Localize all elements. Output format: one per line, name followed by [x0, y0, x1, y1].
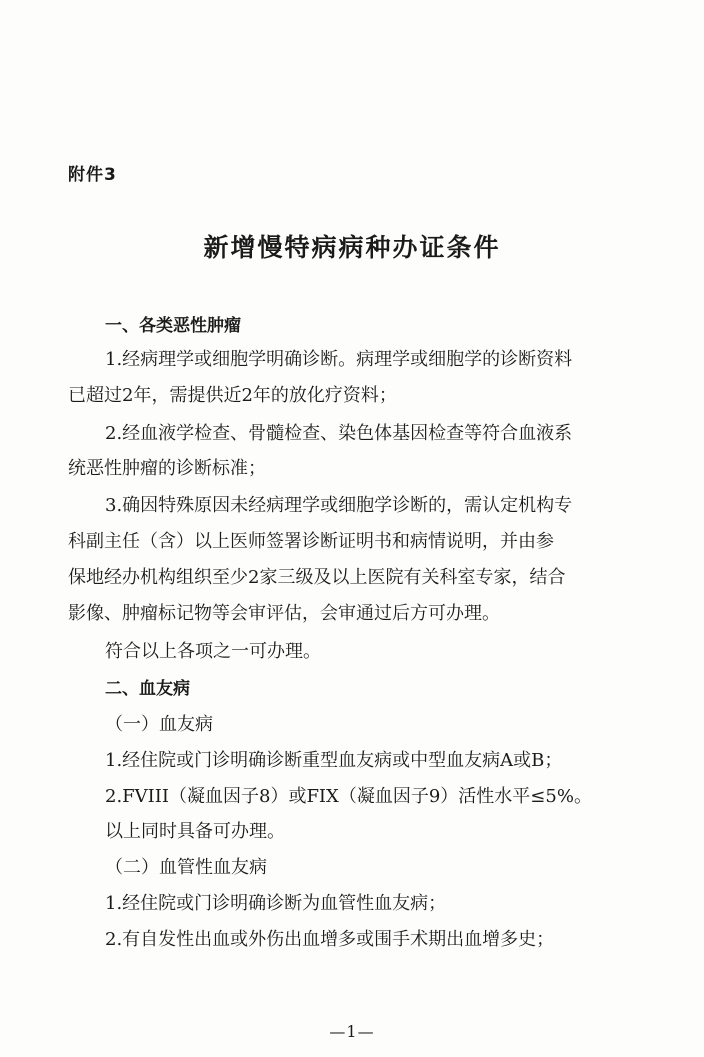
- paragraph-line: 1.经病理学或细胞学明确诊断。病理学或细胞学的诊断资料: [105, 349, 573, 370]
- paragraph-line: 已超过2年，需提供近2年的放化疗资料；: [68, 385, 397, 406]
- subsection-heading-vascular-hemophilia: （二）血管性血友病: [105, 857, 267, 878]
- paragraph-line: 1.经住院或门诊明确诊断为血管性血友病；: [105, 893, 447, 914]
- section-heading-hemophilia: 二、血友病: [105, 679, 190, 699]
- paragraph-line: 1.经住院或门诊明确诊断重型血友病或中型血友病A或B；: [105, 750, 563, 771]
- paragraph-line: 3.确因特殊原因未经病理学或细胞学诊断的，需认定机构专: [105, 495, 573, 516]
- section-heading-malignant-tumors: 一、各类恶性肿瘤: [105, 316, 241, 336]
- paragraph-line: 2.经血液学检查、骨髓检查、染色体基因检查等符合血液系: [105, 423, 573, 444]
- paragraph-line: 符合以上各项之一可办理。: [105, 641, 321, 662]
- paragraph-line: 2.有自发性出血或外伤出血增多或围手术期出血增多史；: [105, 929, 555, 950]
- annex-label: 附件3: [68, 165, 117, 185]
- paragraph-line: 以上同时具备可办理。: [105, 821, 285, 842]
- paragraph-line: 统恶性肿瘤的诊断标准；: [68, 458, 266, 479]
- document-title: 新增慢特病病种办证条件: [203, 233, 501, 262]
- subsection-heading-hemophilia: （一）血友病: [105, 714, 213, 735]
- page-number: —1—: [329, 1022, 375, 1041]
- paragraph-line: 2.FVIII（凝血因子8）或FIX（凝血因子9）活性水平≤5%。: [105, 786, 592, 807]
- paragraph-line: 影像、肿瘤标记物等会审评估，会审通过后方可办理。: [68, 603, 500, 624]
- paragraph-line: 保地经办机构组织至少2家三级及以上医院有关科室专家，结合: [68, 567, 566, 588]
- paragraph-line: 科副主任（含）以上医师签署诊断证明书和病情说明，并由参: [68, 531, 554, 552]
